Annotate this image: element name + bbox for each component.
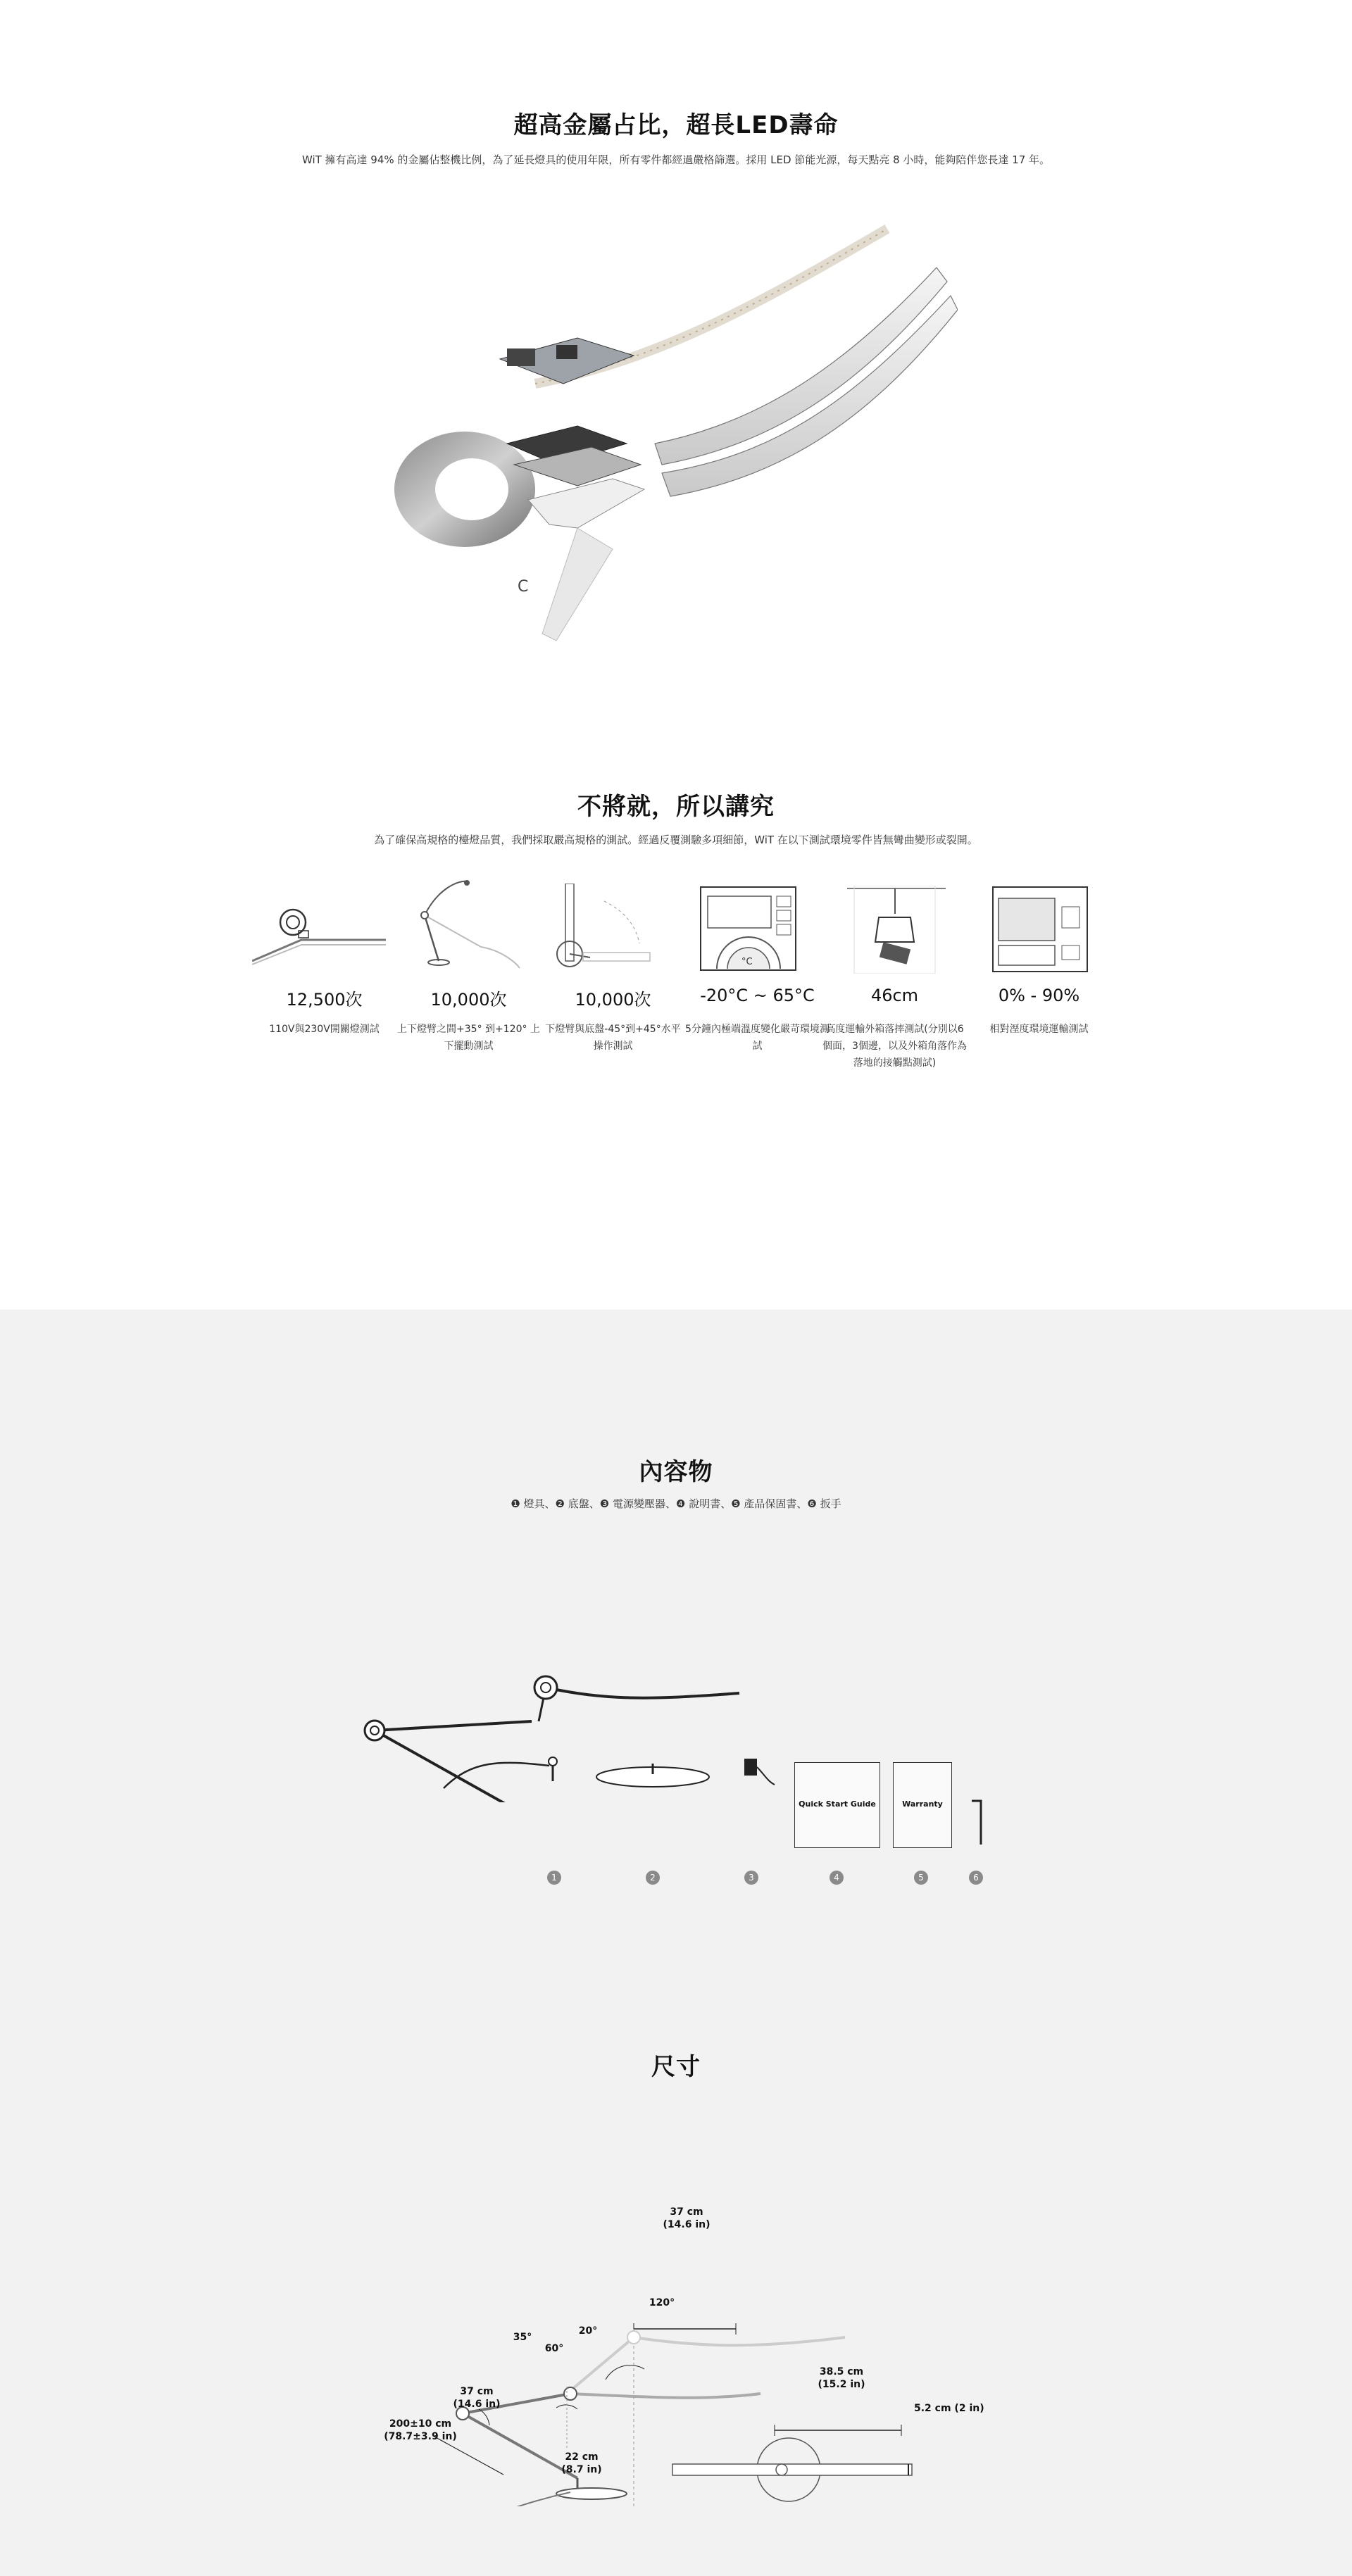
dim-head-thickness: 5.2 cm (2 in) [914,2403,984,2414]
test-desc: 下燈臂與底盤-45°到+45°水平操作測試 [545,1024,681,1052]
test-desc: 5分鐘內極端溫度變化嚴苛環境測試 [685,1024,830,1052]
quick-start-guide-booklet [794,1762,880,1848]
section-title: 不將就，所以講究 [577,793,775,821]
drop-test-icon [847,886,946,974]
dim-arm-length: 37 cm (14.6 in) [453,2386,501,2410]
test-desc: 相對溼度環境運輸測試 [989,1024,1089,1035]
test-desc: 高度運輸外箱落摔測試(分別以6個面，3個邊，以及外箱角落作為落地的接觸點測試) [822,1024,967,1069]
temperature-chamber-icon [699,886,815,974]
section-title: 超高金屬占比，超長LED壽命 [513,111,839,139]
test-value: 10,000次 [430,990,507,1010]
test-value: -20°C ~ 65°C [700,986,815,1005]
section-title: 內容物 [639,1458,713,1486]
svg-text:C: C [518,578,529,596]
test-desc: 上下燈臂之間+35° 到+120° 上下擺動測試 [397,1024,540,1052]
dim-angle-20: 20° [578,2325,598,2337]
dim-base-width: 22 cm (8.7 in) [561,2451,602,2475]
item-number: 6 [969,1871,983,1885]
test-value: 10,000次 [575,990,651,1010]
test-value: 12,500次 [286,990,363,1010]
section-contents [0,1309,1352,1943]
base-rotation-icon [541,884,685,972]
section-subtitle: WiT 擁有高達 94% 的金屬佔整機比例，為了延長燈具的使用年限，所有零件都經過嚴格篩選。採用 LED 節能光源，每天點亮 8 小時，能夠陪伴您長達 17 年。 [301,153,1051,166]
dimension-diagram [366,2225,1014,2506]
arm-swing-icon [396,880,541,972]
section-metal-ratio [0,0,1352,704]
dim-top-width: 37 cm (14.6 in) [663,2206,711,2230]
allen-wrench-icon [968,1799,989,1848]
section-dimensions [0,1943,1352,2576]
svg-text:°C: °C [741,957,753,967]
dim-head-length: 38.5 cm (15.2 in) [818,2366,865,2390]
humidity-chamber-icon [991,886,1090,974]
dim-angle-60: 60° [544,2343,564,2354]
item-number: 3 [744,1871,758,1885]
warranty-card [893,1762,952,1848]
item-number: 2 [646,1871,660,1885]
test-value: 0% - 90% [998,986,1080,1005]
section-tests [0,704,1352,1309]
exploded-lamp-illustration [366,211,958,648]
test-value: 46cm [870,986,919,1005]
item-number: 4 [830,1871,844,1885]
switch-cycle-icon [252,894,396,972]
dim-angle-120: 120° [649,2297,675,2308]
item-number: 1 [547,1871,561,1885]
section-title: 尺寸 [651,2053,701,2081]
section-subtitle: 為了確保高規格的檯燈品質，我們採取嚴高規格的測試。經過反覆測驗多項細節，WiT 在以下測試環境零件皆無彎曲變形或裂開。 [374,834,978,846]
item-number: 5 [914,1871,928,1885]
dim-angle-35: 35° [513,2332,532,2343]
warranty-label: Warranty [902,1799,943,1809]
test-desc: 110V與230V開關燈測試 [269,1024,380,1035]
section-subtitle: ❶ 燈具、❷ 底盤、❸ 電源變壓器、❹ 說明書、❺ 產品保固書、❻ 扳手 [511,1497,841,1510]
dim-cord-length: 200±10 cm (78.7±3.9 in) [384,2418,457,2442]
guide-label: Quick Start Guide [799,1799,876,1809]
